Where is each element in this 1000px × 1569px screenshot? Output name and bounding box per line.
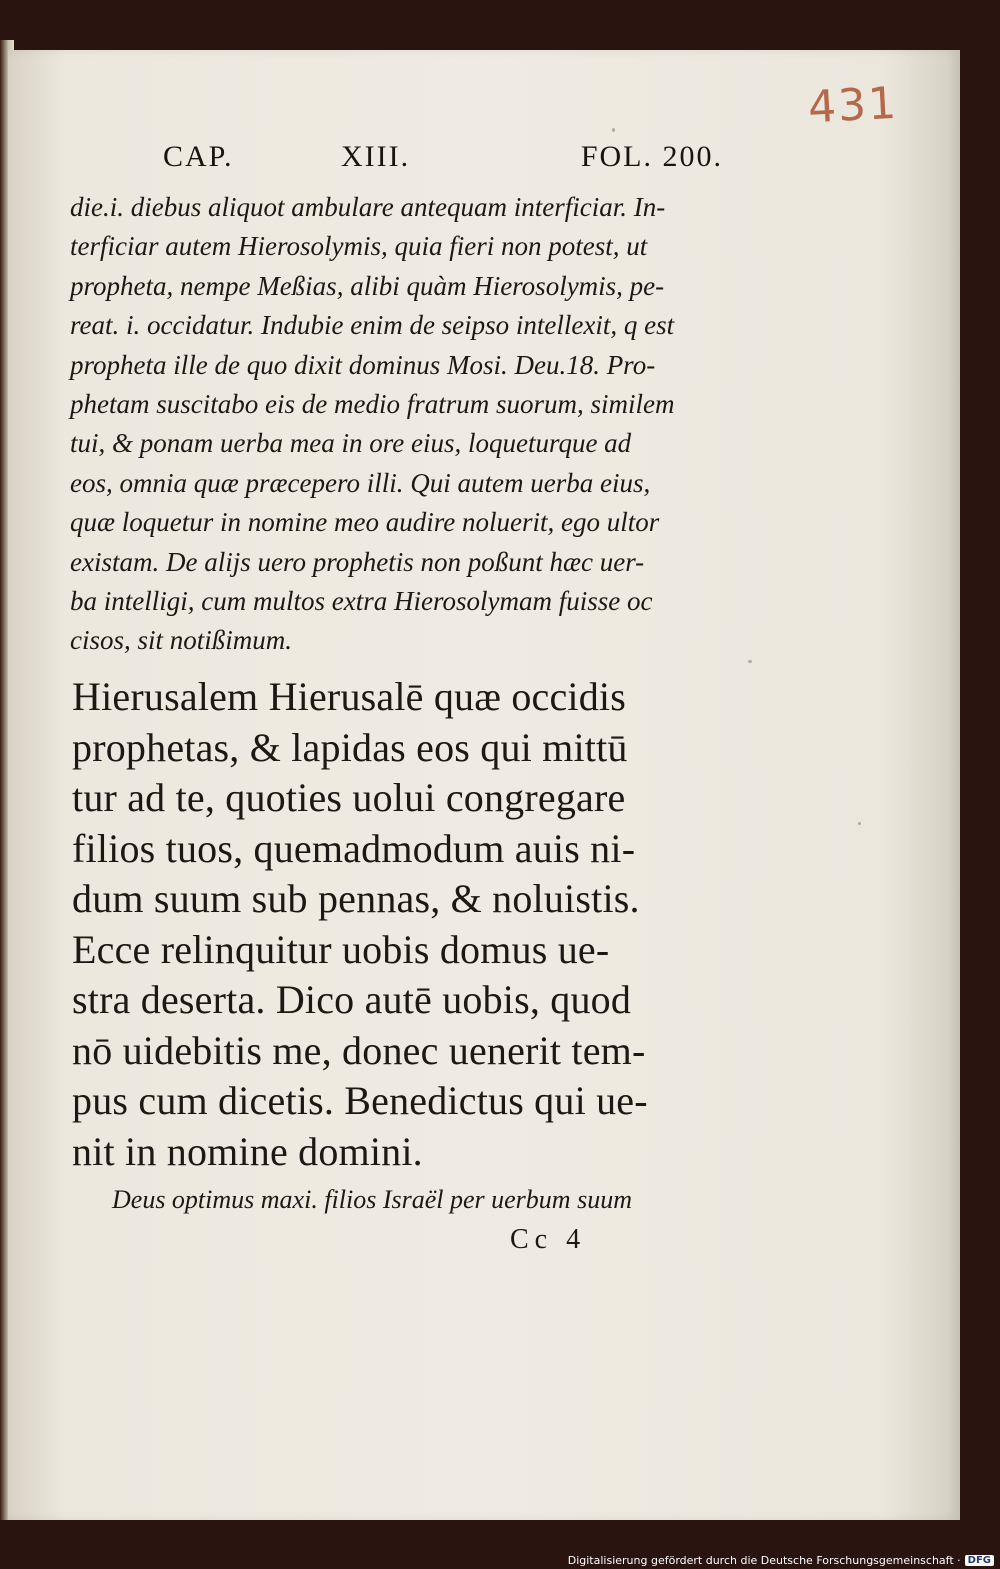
scripture-line: Ecce relinquitur uobis domus ue-: [72, 926, 610, 972]
digitization-credit: [568, 1554, 994, 1567]
scripture-block: [72, 672, 712, 1177]
commentary-line: eos, omnia quæ præcepero illi. Qui autem uerba eius,: [70, 467, 651, 498]
paper-speck: [858, 822, 861, 825]
catchword-line: Deus optimus maxi. filios Israël per uerbum suum: [112, 1185, 632, 1214]
handwritten-folio-number: 431: [806, 77, 900, 134]
commentary-line: die.i. diebus aliquot ambulare antequam interficiar. In-: [70, 192, 666, 222]
scripture-line: Hierusalem Hierusalē quæ occidis: [72, 674, 627, 719]
commentary-line: propheta, nempe Meßias, alibi quàm Hierosolymis, pe-: [70, 270, 665, 301]
scripture-line: stra deserta. Dico autē uobis, quod: [72, 977, 632, 1022]
commentary-line: ba intelligi, cum multos extra Hierosolymam fuisse oc: [70, 586, 653, 617]
scripture-line: prophetas, & lapidas eos qui mittū: [72, 724, 628, 770]
commentary-line: phetam suscitabo eis de medio fratrum suorum, similem: [70, 389, 675, 420]
commentary-line: quæ loquetur in nomine meo audire noluerit, ego ultor: [70, 507, 660, 538]
scripture-line: filios tuos, quemadmodum auis ni-: [72, 825, 636, 871]
signature-mark: Cc 4: [510, 1224, 587, 1255]
commentary-line: tui, & ponam uerba mea in ore eius, loqueturque ad: [70, 428, 632, 459]
commentary-line: terficiar autem Hierosolymis, quia fieri non potest, ut: [70, 231, 648, 262]
credit-text: Digitalisierung gefördert durch die Deutsche Forschungsgemeinschaft ·: [567, 1554, 961, 1567]
header-chapter: XIII.: [341, 140, 411, 173]
commentary-line: reat. i. occidatur. Indubie enim de seipso intellexit, q est: [70, 310, 675, 341]
scripture-line: nō uidebitis me, donec uenerit tem-: [72, 1027, 646, 1073]
scripture-line: nit in nomine domini.: [72, 1128, 423, 1174]
scripture-line: pus cum dicetis. Benedictus qui ue-: [72, 1078, 648, 1123]
dfg-logo: DFG: [965, 1555, 994, 1566]
commentary-line: cisos, sit notißimum.: [70, 625, 293, 656]
header-folio: FOL. 200.: [580, 140, 723, 173]
paper-speck: [748, 660, 752, 663]
scripture-line: tur ad te, quoties uolui congregare: [72, 775, 626, 820]
commentary-line: propheta ille de quo dixit dominus Mosi. Deu.18. Pro-: [70, 349, 656, 380]
running-header: [163, 140, 723, 180]
commentary-line: existam. De alijs uero prophetis non poßunt hæc uer-: [70, 546, 645, 577]
header-cap: CAP.: [163, 140, 234, 173]
commentary-block: [70, 188, 720, 661]
scripture-line: dum suum sub pennas, & noluistis.: [72, 876, 640, 921]
paper-speck: [612, 128, 615, 132]
